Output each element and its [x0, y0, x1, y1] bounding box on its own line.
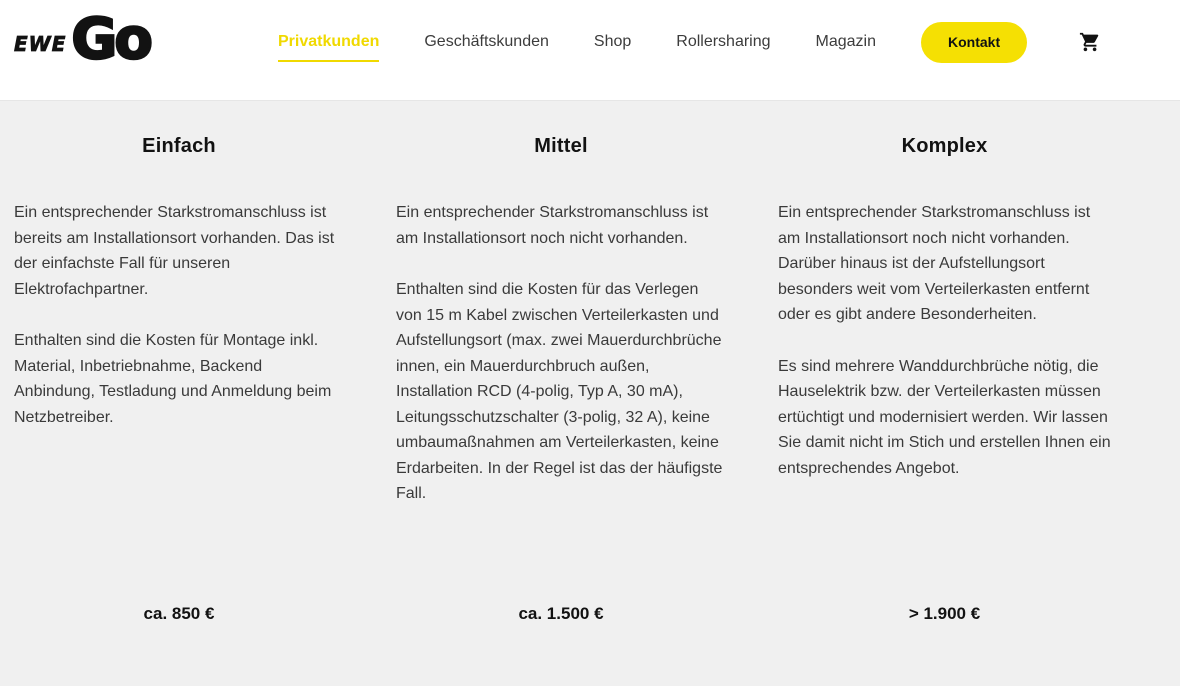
column-einfach — [14, 101, 344, 686]
column-title: Einfach — [142, 135, 216, 157]
column-paragraph: Ein entsprechender Starkstromanschluss ist am Installationsort noch nicht vorhanden. Darüber hinaus ist der Aufstellungsort besonders weit vom Verteilerkasten entfernt oder es gibt andere Besonderheiten. — [778, 204, 1091, 323]
column-paragraph: Ein entsprechender Starkstromanschluss ist am Installationsort noch nicht vorhanden. — [396, 204, 709, 247]
column-description — [778, 200, 1111, 604]
column-paragraph: Enthalten sind die Kosten für Montage inkl. Material, Inbetriebnahme, Backend Anbindung, Testladung und Anmeldung beim Netzbetreiber. — [14, 332, 332, 426]
logo-ewe-text: EWE — [14, 32, 67, 56]
kontakt-button[interactable]: Kontakt — [921, 22, 1027, 63]
shopping-cart-icon — [1079, 31, 1101, 53]
nav-item-shop[interactable]: Shop — [593, 33, 632, 50]
nav-item-geschaeftskunden[interactable]: Geschäftskunden — [424, 33, 549, 50]
column-price: > 1.900 € — [908, 604, 981, 623]
logo-go-text: Go — [71, 7, 150, 72]
column-description — [396, 200, 726, 604]
header — [0, 0, 1180, 101]
column-komplex — [778, 101, 1111, 686]
nav-item-magazin[interactable]: Magazin — [815, 33, 877, 50]
column-paragraph: Enthalten sind die Kosten für das Verlegen von 15 m Kabel zwischen Verteilerkasten und Aufstellungsort (max. zwei Mauerdurchbrüche innen, ein Mauerdurchbruch außen, Installation RCD (4-polig, Typ A, 30 mA), Leitungsschutzschalter (3-polig, 32 A), keine umbaumaßnahmen am Verteilerkasten, keine Erdarbeiten. In der Regel ist das der häufigste Fall. — [396, 281, 723, 502]
column-paragraph: Es sind mehrere Wanddurchbrüche nötig, die Hauselektrik bzw. der Verteilerkasten müssen ertüchtigt und modernisiert werden. Wir lassen Sie damit nicht im Stich und erstellen Ihnen ein entsprechendes Angebot. — [778, 357, 1111, 477]
ewe-go-logo[interactable] — [14, 7, 184, 72]
column-mittel — [396, 101, 726, 686]
column-price: ca. 850 € — [143, 604, 215, 623]
column-title: Komplex — [901, 135, 988, 157]
column-price: ca. 1.500 € — [518, 604, 604, 623]
column-title: Mittel — [534, 135, 588, 157]
main-nav — [278, 33, 876, 51]
column-paragraph: Ein entsprechender Starkstromanschluss ist bereits am Installationsort vorhanden. Das ist der einfachste Fall für unseren Elektrofachpartner. — [14, 204, 335, 298]
nav-item-privatkunden[interactable]: Privatkunden — [278, 33, 379, 62]
cart-button[interactable] — [1079, 31, 1101, 53]
column-description — [14, 200, 344, 604]
pricing-columns — [0, 101, 1180, 686]
nav-item-rollersharing[interactable]: Rollersharing — [676, 33, 771, 50]
